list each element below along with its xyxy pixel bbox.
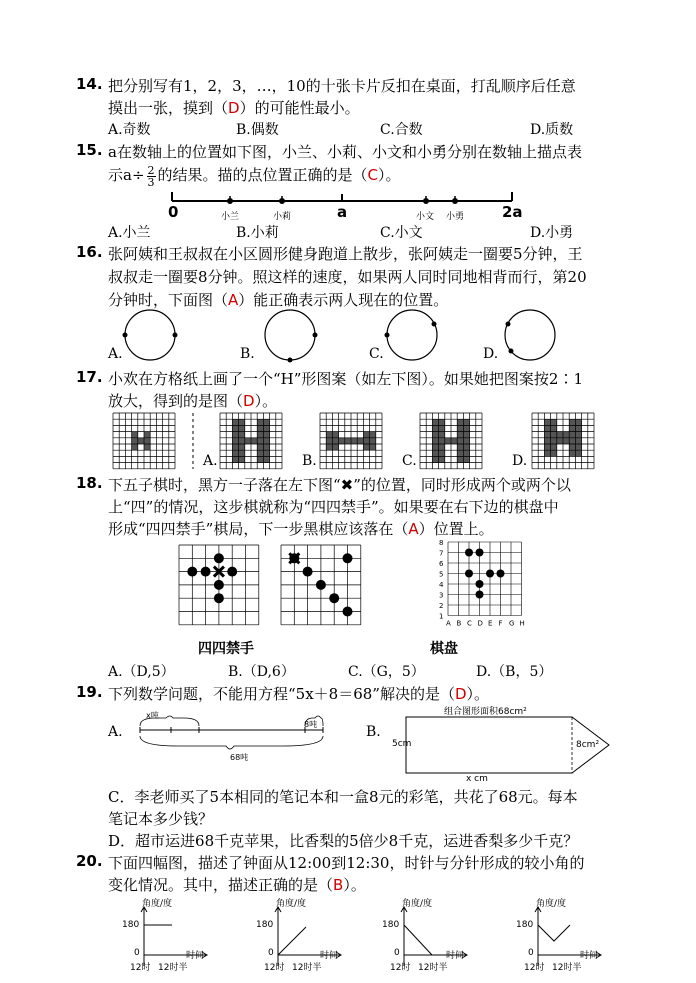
q15-number: 15. [76,141,103,159]
grid-fill-cell [326,432,332,438]
grid-fill-cell [370,438,376,444]
grid-fill-cell [432,419,438,425]
grid-fill-cell [232,425,238,431]
q14-line2-post: ）的可能性最小。 [239,99,360,117]
graph-c-y180: 180 [382,920,400,930]
graph-a-ylabel: 角度/度 [142,899,173,909]
black-stone [343,607,353,617]
q19-option-c-line1: C．李老师买了5本相同的笔记本和一盒8元的彩笔，共花了68元。每本 [108,788,578,806]
grid-fill-cell [245,438,251,444]
gomoku-board-right [436,540,526,630]
q14-number: 14. [76,75,103,93]
grid-fill-cell [569,450,575,456]
graph-c-x12half: 12时半 [418,963,448,973]
grid-fill-cell [132,432,138,438]
q18-answer: A [408,520,419,538]
grid-fill-cell [551,450,557,456]
point-label-xiaoli: 小莉 [273,212,292,222]
grid-fill-cell [345,438,351,444]
q16-option-d: D. [483,346,499,362]
black-stone [465,549,473,557]
grid-fill-cell [370,432,376,438]
grid-fill-cell [332,444,338,450]
board-col-label: C [467,619,472,628]
dashed-divider [192,413,194,469]
label-5cm: 5cm [392,739,412,749]
board-col-label: G [509,619,515,628]
grid-fill-cell [263,456,269,462]
q15-line2 [108,164,401,188]
label-xcm: x cm [466,774,488,784]
graph-b-y180: 180 [256,920,274,930]
black-stone [214,593,224,603]
board-row-label: 6 [439,560,444,568]
q14-option-a: A.奇数 [108,122,151,138]
grid-fill-cell [263,450,269,456]
frac-den: 3 [147,175,155,189]
point-label-xiaowen: 小文 [416,212,435,222]
grid-fill-cell [551,432,557,438]
label-68-tons: 68吨 [230,753,249,762]
board-row-label: 5 [439,570,444,579]
axis-label-a: a [337,203,348,221]
grid-fill-cell [257,419,263,425]
grid-fill-cell [544,450,550,456]
track-figure-d [502,307,562,367]
black-stone [227,567,237,577]
graph-a-xlabel: 时间 [186,951,205,961]
black-stone [497,570,505,578]
grid-fill-cell [144,432,150,438]
grid-fill-cell [138,438,144,444]
grid-fill-cell [575,425,581,431]
angle-graph-a [122,898,212,974]
axis-label-2a: 2a [502,203,523,221]
black-stone [214,553,224,563]
q17-number: 17. [76,368,103,386]
grid-fill-cell [575,438,581,444]
grid-fill-cell [239,438,245,444]
board-col-label: H [519,619,525,628]
q20-answer: B [333,876,344,894]
grid-fill-cell [432,432,438,438]
graph-b-ylabel: 角度/度 [276,899,307,909]
grid-fill-cell [463,419,469,425]
grid-fill-cell [463,438,469,444]
q17-option-b: B. [302,453,317,469]
q16-answer: A [228,291,239,309]
grid-fill-cell [432,438,438,444]
grid-fill-cell [263,419,269,425]
graph-a-y180: 180 [122,920,140,930]
grid-fill-cell [569,432,575,438]
q19-option-a: A. [108,724,123,740]
q16-option-a: A. [108,346,123,362]
q14-option-d: D.质数 [530,122,574,138]
grid-fill-cell [557,438,563,444]
h-grid-option-c [420,413,482,469]
board-row-label: 4 [439,581,444,589]
q15-answer: C [367,166,379,184]
point-label-xiaoyong: 小勇 [446,212,465,222]
q20-line2 [108,874,366,895]
q16-line3-pre: 分钟时，下面图（ [108,291,229,309]
grid-fill-cell [439,432,445,438]
grid-fill-cell [257,425,263,431]
grid-fill-cell [363,432,369,438]
fraction-two-thirds [147,165,156,188]
board-col-label: B [456,619,462,628]
q14-line2-pre: 摸出一张，摸到（ [108,99,229,117]
graph-a-x12: 12时 [130,963,151,973]
grid-fill-cell [239,450,245,456]
q14-option-b: B.偶数 [236,122,279,138]
grid-fill-cell [263,432,269,438]
q17-option-a: A. [203,453,218,469]
grid-fill-cell [569,444,575,450]
track-figure-a [122,307,182,367]
grid-fill-cell [575,444,581,450]
grid-fill-cell [363,438,369,444]
grid-fill-cell [332,438,338,444]
q17-line2 [108,390,277,411]
black-stone [316,580,326,590]
q19-option-c-line2: 笔记本多少钱？ [108,810,214,828]
grid-fill-cell [457,425,463,431]
graph-d-y180: 180 [516,920,534,930]
grid-fill-cell [439,438,445,444]
grid-fill-cell [569,438,575,444]
gomoku-board-left [176,542,262,628]
q17-line2-pre: 放大，得到的是图（ [108,392,244,410]
label-x-tons: x吨 [146,711,159,720]
graph-d-xlabel: 时间 [580,951,599,961]
grid-fill-cell [144,438,150,444]
grid-fill-cell [239,425,245,431]
angle-graph-c [382,898,472,974]
black-stone [476,580,484,588]
q18-line3-pre: 形成“四四禁手”棋局，下一步黑棋应该落在（ [108,520,409,538]
black-stone [343,553,353,563]
q14-option-c: C.合数 [380,122,423,138]
q19-line1 [108,683,489,704]
q19-line1-pre: 下列数学问题，不能用方程“5x＋8＝68”解决的是（ [108,685,455,703]
grid-fill-cell [257,438,263,444]
q19-option-b: B. [366,724,381,740]
track-figure-c [384,307,444,367]
grid-fill-cell [439,450,445,456]
q17-answer: D [243,392,255,410]
q17-option-d: D. [512,453,528,469]
h-grid-option-a [220,413,282,469]
q16-option-b: B. [240,346,255,362]
board-col-label: D [477,619,483,628]
black-stone [187,567,197,577]
grid-fill-cell [569,419,575,425]
graph-b-x12half: 12时半 [292,963,322,973]
q15-option-a: A.小兰 [108,225,151,241]
q20-line1: 下面四幅图，描述了钟面从12:00到12:30，时针与分针形成的较小角的 [108,854,585,872]
grid-fill-cell [132,438,138,444]
q15-option-b: B.小莉 [236,225,279,241]
grid-fill-cell [232,419,238,425]
board-row-label: 1 [439,612,444,621]
black-stone [476,591,484,599]
q18-line3 [108,518,494,539]
grid-fill-cell [557,432,563,438]
graph-c-ylabel: 角度/度 [402,899,433,909]
grid-fill-cell [451,438,457,444]
black-stone [303,567,313,577]
graph-b-xlabel: 时间 [320,951,339,961]
grid-fill-cell [457,432,463,438]
q20-number: 20. [76,852,103,870]
grid-fill-cell [551,438,557,444]
q16-number: 16. [76,243,103,261]
grid-fill-cell [457,438,463,444]
grid-fill-cell [463,450,469,456]
grid-fill-cell [363,444,369,450]
q18-option-b: B.（D,6） [228,664,295,680]
grid-fill-cell [551,444,557,450]
grid-fill-cell [575,450,581,456]
grid-fill-cell [544,419,550,425]
q15-line2-end: ）。 [378,166,401,184]
grid-fill-cell [575,432,581,438]
grid-fill-cell [370,444,376,450]
grid-fill-cell [457,419,463,425]
grid-fill-cell [232,456,238,462]
caption-sisi-jinshou: 四四禁手 [198,641,254,657]
grid-fill-cell [326,444,332,450]
grid-fill-cell [432,425,438,431]
grid-fill-cell [575,419,581,425]
grid-fill-cell [239,456,245,462]
point-label-xiaolan: 小兰 [221,212,240,222]
grid-fill-cell [457,456,463,462]
h-grid-option-b [320,413,382,469]
black-stone [486,570,494,578]
grid-fill-cell [439,456,445,462]
grid-fill-cell [339,438,345,444]
graph-c-y0: 0 [394,948,400,958]
grid-fill-cell [239,444,245,450]
grid-fill-cell [563,438,569,444]
q16-line3-post: ）能正确表示两人现在的位置。 [238,291,449,309]
h-grid-original [113,413,175,469]
grid-fill-cell [544,438,550,444]
grid-fill-cell [439,419,445,425]
q16-line2: 叔叔走一圈要8分钟。照这样的速度，如果两人同时同地相背而行，第20 [108,268,587,286]
q15-line2-post: 的结果。描的点位置正确的是（ [157,166,368,184]
grid-fill-cell [439,425,445,431]
graph-d-ylabel: 角度/度 [536,899,567,909]
q15-option-d: D.小勇 [530,225,574,241]
h-grid-option-d [532,413,594,469]
grid-fill-cell [544,444,550,450]
q14-line1: 把分别写有1，2，3，…，10的十张卡片反扣在桌面，打乱顺序后任意 [108,77,576,95]
grid-fill-cell [544,432,550,438]
black-stone [465,570,473,578]
grid-fill-cell [239,419,245,425]
grid-fill-cell [439,444,445,450]
board-row-label: 3 [439,591,444,600]
caption-board: 棋盘 [430,641,458,657]
grid-fill-cell [351,438,357,444]
grid-fill-cell [332,432,338,438]
grid-fill-cell [432,450,438,456]
angle-graph-b [256,898,346,974]
q18-line2: 上“四”的情况，这步棋就称为“四四禁手”。如果要在右下边的棋盘中 [108,498,559,516]
q15-line1: a在数轴上的位置如下图，小兰、小莉、小文和小勇分别在数轴上描点表 [108,143,582,161]
grid-fill-cell [569,425,575,431]
q16-line1: 张阿姨和王叔叔在小区圆形健身跑道上散步，张阿姨走一圈要5分钟，王 [108,245,583,263]
board-row-label: 7 [439,549,444,558]
q17-line1: 小欢在方格纸上画了一个“H”形图案（如左下图）。如果她把图案按2∶1 [108,370,584,388]
axis-label-0: 0 [168,203,179,221]
grid-fill-cell [232,444,238,450]
track-figure-b [262,307,322,367]
grid-fill-cell [263,438,269,444]
graph-b-y0: 0 [268,948,274,958]
label-area-68cm2: 组合图形面积68cm² [444,707,527,717]
graph-a-y0: 0 [134,948,140,958]
q18-option-a: A.（D,5） [108,664,175,680]
grid-fill-cell [144,444,150,450]
label-8cm2: 8cm² [576,740,600,750]
grid-fill-cell [457,444,463,450]
q18-line1: 下五子棋时，黑方一子落在左下图“✖”的位置，同时形成两个或两个以 [108,476,571,494]
grid-fill-cell [232,438,238,444]
grid-fill-cell [232,450,238,456]
grid-fill-cell [357,438,363,444]
board-row-label: 8 [439,539,444,547]
graph-d-x12: 12时 [524,963,545,973]
graph-d-x12half: 12时半 [552,963,582,973]
grid-fill-cell [563,432,569,438]
grid-fill-cell [263,425,269,431]
grid-fill-cell [257,432,263,438]
board-col-label: F [498,619,503,628]
board-row-label: 2 [439,602,444,610]
q18-option-d: D.（B，5） [476,664,553,680]
grid-fill-cell [232,432,238,438]
q18-number: 18. [76,474,103,492]
black-stone [329,593,339,603]
q19-number: 19. [76,683,103,701]
q18-line3-post: ）位置上。 [418,520,494,538]
grid-fill-cell [544,425,550,431]
grid-fill-cell [257,444,263,450]
grid-fill-cell [326,438,332,444]
grid-fill-cell [463,444,469,450]
graph-c-x12: 12时 [390,963,411,973]
graph-b-x12: 12时 [264,963,285,973]
q15-option-c: C.小文 [380,225,423,241]
grid-fill-cell [463,456,469,462]
q19-option-d: D．超市运进68千克苹果，比香梨的5倍少8千克，运进香梨多少千克？ [108,832,579,850]
grid-fill-cell [551,419,557,425]
grid-fill-cell [257,450,263,456]
grid-fill-cell [251,438,257,444]
black-stone [214,580,224,590]
frac-num: 2 [147,163,155,177]
q15-line2-pre: 示a÷ [108,166,145,184]
grid-fill-cell [445,438,451,444]
q14-answer: D [228,99,240,117]
grid-fill-cell [239,432,245,438]
grid-fill-cell [263,444,269,450]
q20-line2-pre: 变化情况。其中，描述正确的是（ [108,876,334,894]
grid-fill-cell [432,456,438,462]
grid-fill-cell [432,444,438,450]
grid-fill-cell [132,444,138,450]
grid-fill-cell [463,432,469,438]
gomoku-board-middle [278,542,364,628]
q17-option-c: C. [402,453,417,469]
angle-graph-d [516,898,606,974]
q19-answer: D [454,685,467,703]
q17-line2-post: ）。 [254,392,278,410]
label-8-tons: 8吨 [304,720,318,729]
grid-fill-cell [551,425,557,431]
q19-line1-post: ）。 [466,685,490,703]
grid-fill-cell [457,450,463,456]
grid-fill-cell [463,425,469,431]
q16-option-c: C. [369,346,384,362]
q14-line2 [108,97,360,118]
q18-option-c: C.（G，5） [348,664,425,680]
q20-line2-post: ）。 [343,876,366,894]
graph-d-y0: 0 [528,948,534,958]
graph-a-x12half: 12时半 [158,963,188,973]
black-stone [476,549,484,557]
board-col-label: E [488,619,493,628]
grid-fill-cell [257,456,263,462]
board-col-label: A [446,619,451,628]
black-stone [201,567,211,577]
graph-c-xlabel: 时间 [446,951,465,961]
